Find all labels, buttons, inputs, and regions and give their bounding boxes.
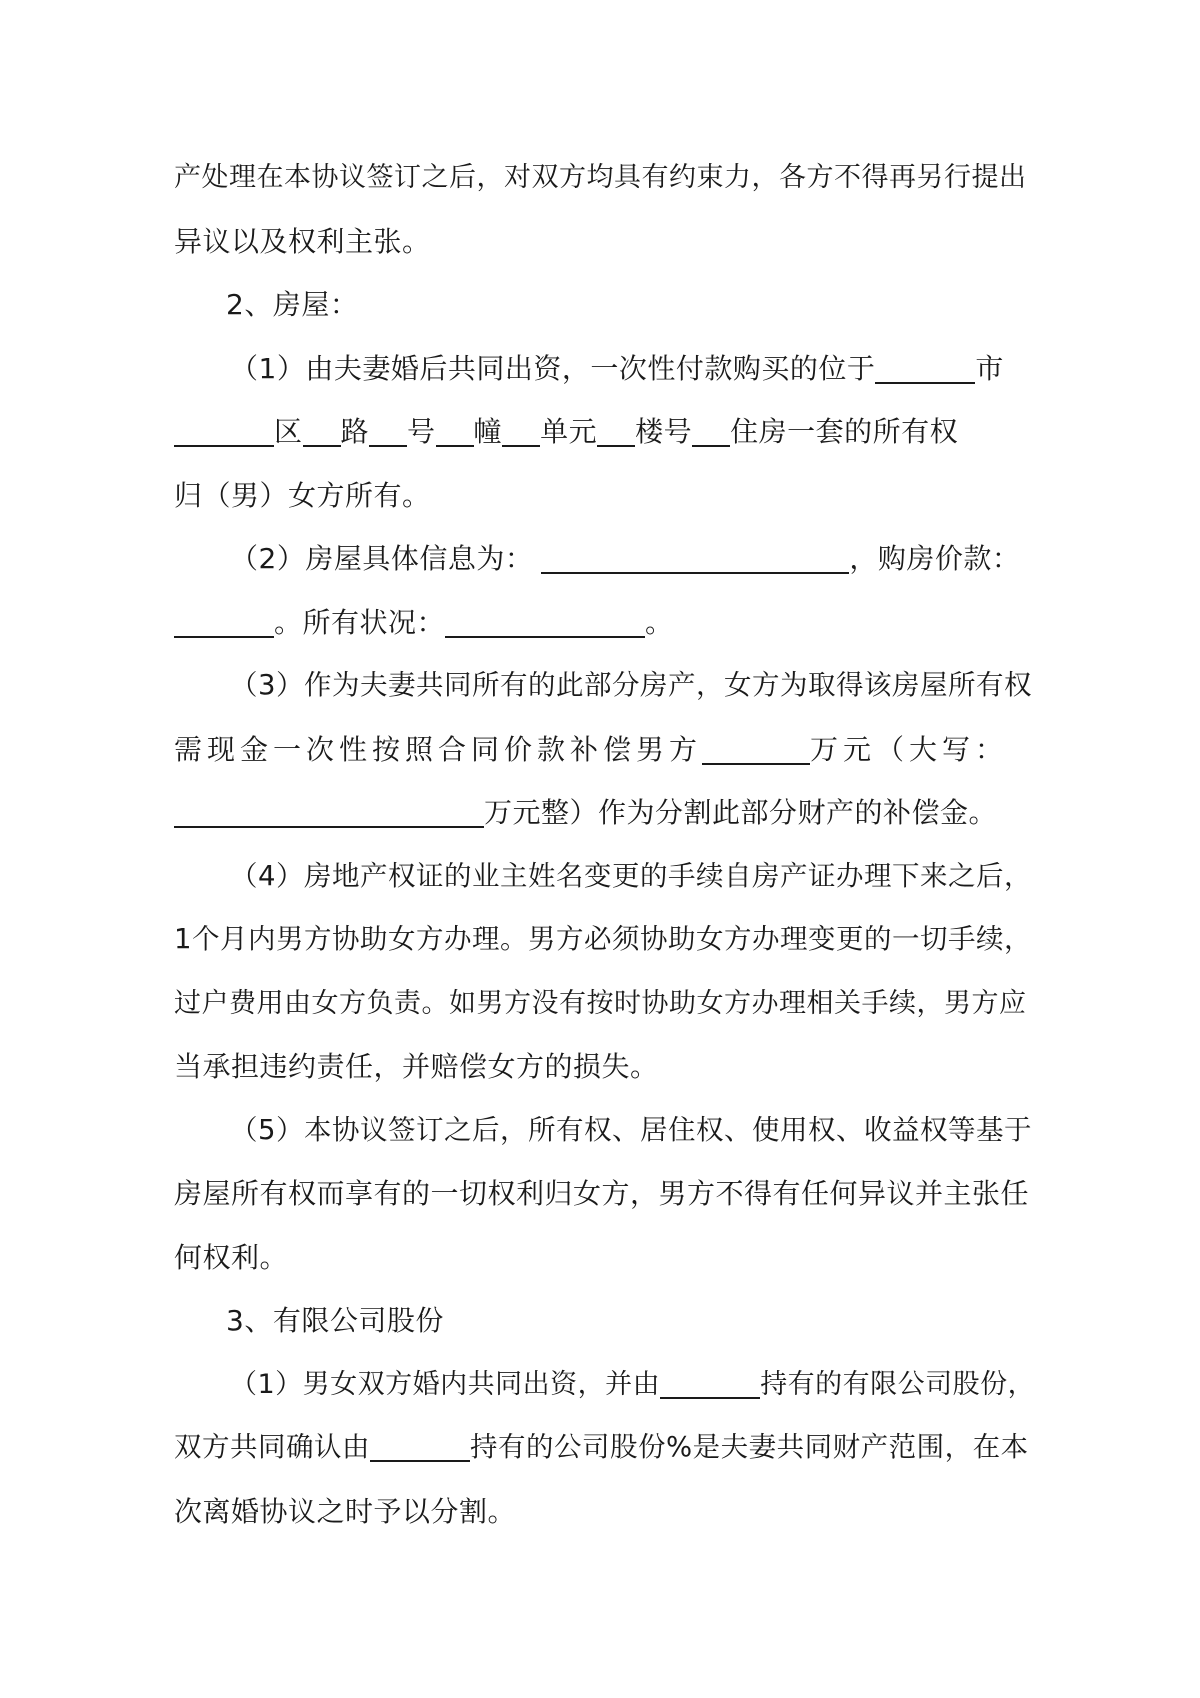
section-heading-shares	[174, 1289, 1036, 1353]
paragraph-line-14	[174, 972, 1036, 1036]
text: 次离婚协议之时予以分割。	[174, 1494, 517, 1528]
text: 当承担违约责任，并赔偿女方的损失。	[174, 1050, 659, 1083]
paragraph-line-7	[174, 527, 1036, 591]
paragraph-line-12	[174, 845, 1036, 909]
text: 需现金一次性按照合同价款补偿男方	[174, 732, 703, 766]
paragraph-line-10	[174, 718, 1036, 782]
text: 楼号	[635, 415, 693, 448]
text: 路	[340, 415, 370, 448]
paragraph-line-15	[174, 1035, 1036, 1099]
paragraph-line-22	[174, 1480, 1036, 1544]
text: （2）房屋具体信息为：	[230, 542, 534, 575]
fill-blank-house-info	[541, 532, 849, 574]
paragraph-line-5	[174, 400, 1036, 464]
fill-blank-ownership-status	[445, 596, 645, 638]
paragraph-line-8	[174, 591, 1036, 655]
paragraph-line-17	[174, 1162, 1036, 1226]
paragraph-line-11	[174, 781, 1036, 845]
paragraph-line-21	[174, 1416, 1036, 1480]
text: 何权利。	[174, 1240, 289, 1274]
text: 号	[407, 415, 436, 448]
text: 。所有状况：	[274, 605, 446, 639]
fill-blank-price	[174, 596, 274, 638]
text: 万元整）作为分割此部分财产的补偿金。	[484, 796, 998, 829]
fill-blank-district	[174, 405, 274, 447]
paragraph-line-4	[174, 337, 1036, 401]
text: 市	[975, 351, 1004, 385]
text: 住房一套的所有权	[730, 415, 959, 448]
fill-blank-share-holder-2	[370, 1420, 470, 1462]
text: 房屋所有权而享有的一切权利归女方，男方不得有任何异议并主张任	[174, 1177, 1030, 1210]
fill-blank-city	[875, 342, 975, 384]
fill-blank-shareholder	[660, 1357, 760, 1399]
text: 双方共同确认由	[174, 1431, 370, 1463]
fill-blank-unit	[502, 405, 540, 447]
text: 幢	[473, 415, 503, 448]
paragraph-line-13	[174, 908, 1036, 972]
paragraph-line-2	[174, 210, 1036, 274]
paragraph-line-6	[174, 464, 1036, 528]
text: 。	[645, 605, 674, 639]
text: （3）作为夫妻共同所有的此部分房产，女方为取得该房屋所有权	[230, 669, 1032, 701]
fill-blank-amount-in-words	[174, 786, 484, 828]
paragraph-line-20	[174, 1353, 1036, 1417]
fill-blank-room	[692, 405, 730, 447]
fill-blank-road	[303, 405, 341, 447]
text: 异议以及权利主张。	[174, 224, 431, 258]
fill-blank-floor	[597, 405, 635, 447]
text: 1个月内男方协助女方办理。男方必须协助女方办理变更的一切手续，	[174, 923, 1032, 955]
fill-blank-number	[369, 405, 407, 447]
text: （1）男女双方婚内共同出资，并由	[230, 1368, 661, 1400]
text: 持有的公司股份%是夫妻共同财产范围，在本	[470, 1431, 1029, 1463]
paragraph-line-18	[174, 1226, 1036, 1290]
paragraph-line-9	[174, 654, 1036, 718]
text: （4）房地产权证的业主姓名变更的手续自房产证办理下来之后，	[230, 859, 1032, 892]
text: （1）由夫妻婚后共同出资，一次性付款购买的位于	[230, 351, 876, 385]
text: 持有的有限公司股份，	[760, 1368, 1036, 1400]
text: （5）本协议签订之后，所有权、居住权、使用权、收益权等基于	[230, 1113, 1032, 1146]
text: 过户费用由女方负责。如男方没有按时协助女方办理相关手续，男方应	[174, 987, 1027, 1019]
paragraph-line-1	[174, 146, 1036, 210]
fill-blank-building	[436, 405, 474, 447]
text: 2、房屋：	[226, 288, 359, 321]
text: 万元（大写：	[810, 732, 1009, 766]
fill-blank-compensation-amount	[702, 723, 810, 765]
section-heading-house	[174, 273, 1036, 337]
text: 3、有限公司股份	[226, 1304, 444, 1337]
text: ，购房价款：	[849, 542, 1021, 575]
text: 归（男）女方所有。	[174, 478, 431, 512]
text: 产处理在本协议签订之后，对双方均具有约束力，各方不得再另行提出	[174, 162, 1027, 193]
paragraph-line-16	[174, 1099, 1036, 1163]
text: 单元	[540, 415, 598, 448]
document-page	[174, 146, 1036, 1543]
text: 区	[274, 415, 303, 448]
